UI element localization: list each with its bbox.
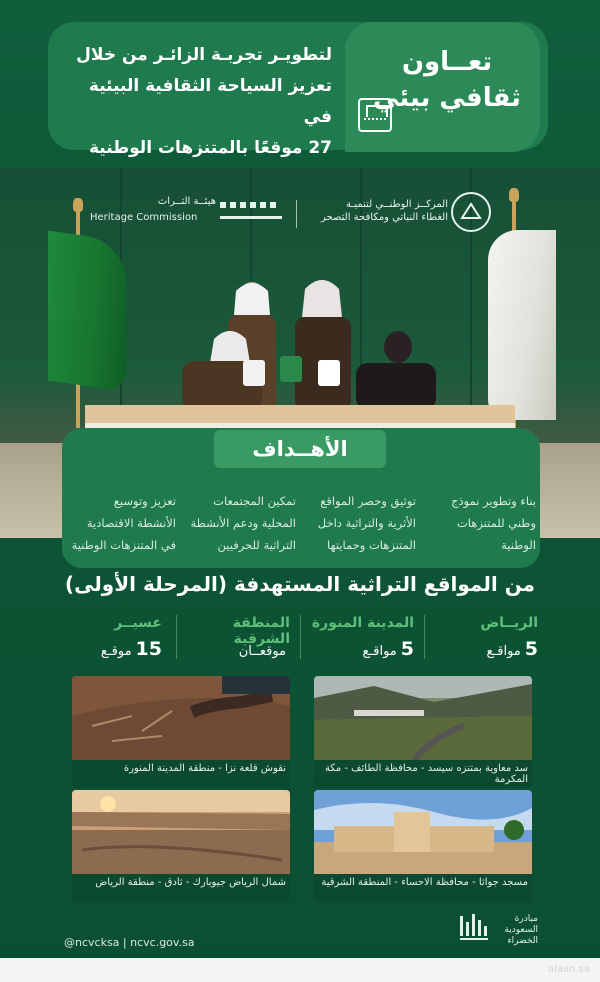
region-count-number: 15 [135,638,162,660]
region-divider [300,615,301,659]
goal-text-line: التراثية للحرفيين [217,538,296,552]
goal-text-line: الأثرية والتراثية داخل [317,516,416,530]
site-card [72,790,290,902]
header-title-line1: تعــاون [401,47,493,77]
sites-title: من المواقع التراثية المستهدفة (المرحلة الأولى) [64,572,536,596]
mosque-photo [314,790,532,874]
goal-text-line: تعزيز وتوسيع [113,494,176,508]
heritage-pattern-icon [218,198,284,226]
goal-item [308,490,416,556]
social-handle: @ncvcksa | ncvc.gov.sa [64,936,195,949]
goal-text-line: تمكين المجتمعات [213,494,296,508]
green-logo-line: الخضراء [507,936,538,946]
header-subtitle-line1: لتطويـر تجربـة الزائـر من خلال [76,45,332,65]
site-caption: مسجد جواثا - محافظة الاحساء - المنطقة الشرقية [321,877,528,888]
region-count-number: 5 [524,638,538,660]
signing-people [170,275,440,410]
flag-pole-knob [73,198,83,212]
heritage-logo-en: Heritage Commission [90,212,198,223]
site-caption: سد معاوية بمتنزه سيسد - محافظة الطائف - مكة المكرمة [324,763,528,785]
region-count-unit: مواقـع [486,644,521,659]
goals-title: الأهــداف [214,430,386,468]
goal-text-line: توثيق وحصر المواقع [320,494,416,508]
goal-text-line: في المتنزهات الوطنية [71,538,176,552]
region-name: الريــاض [480,615,538,631]
table-flag-ncv [243,360,265,386]
region-count-unit: موقـع [100,644,132,659]
header-subtitle-line3: 27 موقعًا بالمتنزهات الوطنية [88,138,332,158]
group-meeting-icon [358,98,392,132]
saudi-flag [48,231,126,392]
goal-text-line: بناء وتطوير نموذج [451,494,536,508]
green-logo-line: السعودية [504,925,538,935]
goal-text-line: وطني للمتنزهات [456,516,536,530]
region-count [180,638,290,660]
table-flag-saudi [280,356,302,382]
header-title-line2: ثقافي بيئي [373,83,521,113]
region-count-number: 5 [400,638,414,660]
site-card [314,790,532,902]
logo-divider [296,200,297,228]
ncv-emblem-icon [450,190,492,234]
site-card [314,676,532,788]
table-flag-heritage [318,360,340,386]
geopark-photo [72,790,290,874]
goal-text-line: المحلية ودعم الأنشطة [190,516,296,530]
goal-item [68,490,176,556]
green-logo-line: مبادرة [514,914,538,924]
ncv-logo-line1: المركــز الوطنــي لتنميـة [346,199,448,210]
region-name: المدينة المنورة [311,615,414,631]
site-caption: شمال الرياض جيوبارك - ثادق - منطقة الرياض [95,877,286,888]
ncv-logo-text [318,198,448,224]
region-count [52,638,162,660]
goal-item [428,490,536,556]
green-initiative-logo [468,914,538,952]
region-divider [176,615,177,659]
dam-photo [314,676,532,760]
header-title [372,44,522,116]
watermark: alaan.sa [548,964,591,975]
site-card [72,676,290,788]
goal-text-line: الأنشطة الاقتصادية [86,516,176,530]
flag-pole-knob [509,188,519,202]
signing-table [85,405,515,423]
region-count-unit: مواقـع [362,644,397,659]
goal-text-line: المتنزهات وحمايتها [327,538,416,552]
header-subtitle [76,40,332,164]
region-count-unit: موقعــان [238,644,286,659]
heritage-logo-ar: هيئــة التــراث [157,196,216,207]
goal-text-line: الوطنية [501,538,536,552]
region-divider [424,615,425,659]
region-name: المنطقة الشرقية [232,615,290,647]
inscriptions-photo [72,676,290,760]
ncv-flag [488,230,556,420]
ncv-logo-line2: الغطاء النباتي ومكافحة التصحر [320,212,448,223]
site-caption: نقوش قلعة نزا - منطقة المدينة المنورة [123,763,286,774]
region-count [304,638,414,660]
header-subtitle-line2: تعزيز السياحة الثقافية البيئية في [88,76,332,127]
region-count [428,638,538,660]
region-name: عسيــر [114,615,162,631]
bottom-band [0,958,600,982]
goal-item [188,490,296,556]
